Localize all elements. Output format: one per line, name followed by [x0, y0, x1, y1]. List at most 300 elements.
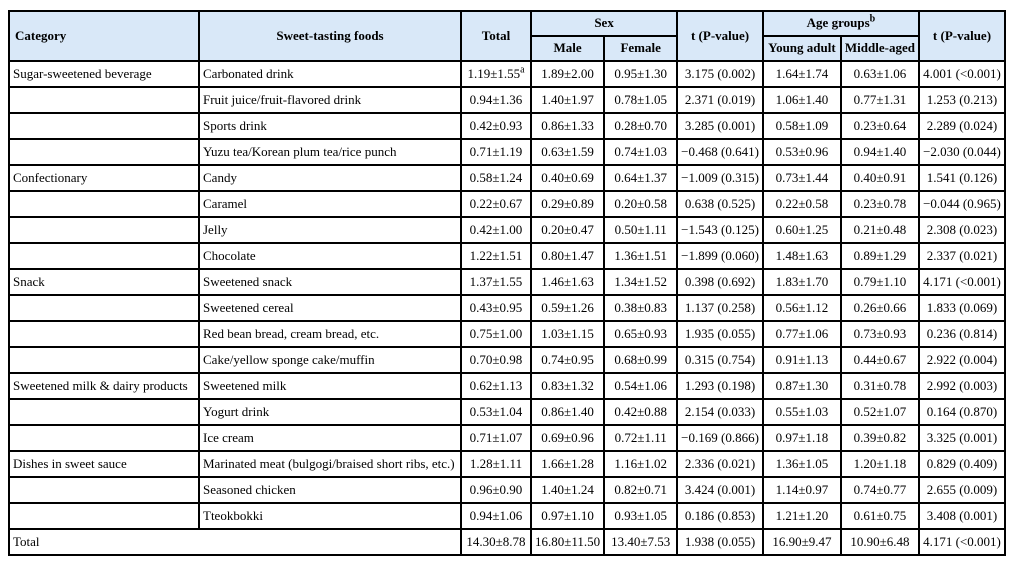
- table-row: [9, 61, 1005, 87]
- cell-food-text: Tteokbokki: [203, 507, 263, 523]
- cell-male-text: 1.40±1.97: [541, 91, 594, 107]
- total-row-male: 16.80±11.50: [531, 529, 604, 555]
- cell-total-text: 0.42±0.93: [469, 117, 523, 133]
- cell-total: [461, 113, 531, 139]
- col-header-middle-aged: Middle-aged: [841, 36, 919, 61]
- cell-total-text: 0.22±0.67: [469, 195, 523, 211]
- cell-total-text: 0.42±1.00: [469, 221, 523, 237]
- cell-food: [199, 321, 461, 347]
- cell-young-adult: [763, 295, 841, 321]
- cell-male: [531, 165, 604, 191]
- cell-total-text: 0.62±1.13: [469, 377, 523, 393]
- cell-t-pvalue-sex: [677, 321, 763, 347]
- cell-middle-aged: [841, 191, 919, 217]
- cell-middle-aged-text: 0.52±1.07: [853, 403, 907, 419]
- cell-t-pvalue-age-text: 0.236 (0.814): [926, 325, 998, 341]
- cell-middle-aged: [841, 425, 919, 451]
- cell-female: [604, 217, 677, 243]
- cell-middle-aged: [841, 477, 919, 503]
- cell-male: [531, 113, 604, 139]
- cell-category: [9, 503, 199, 529]
- table-row: [9, 87, 1005, 113]
- cell-t-pvalue-sex-text: 3.285 (0.001): [684, 117, 756, 133]
- cell-total: [461, 295, 531, 321]
- cell-t-pvalue-age: [919, 347, 1005, 373]
- cell-middle-aged: [841, 217, 919, 243]
- cell-t-pvalue-age-text: 3.408 (0.001): [926, 507, 998, 523]
- cell-food-text: Caramel: [203, 195, 248, 211]
- cell-female: [604, 243, 677, 269]
- cell-t-pvalue-age-text: −0.044 (0.965): [923, 195, 1001, 211]
- cell-food-text: Cake/yellow sponge cake/muffin: [203, 351, 375, 367]
- cell-female: [604, 321, 677, 347]
- total-row-middle: 10.90±6.48: [841, 529, 919, 555]
- cell-young-adult: [763, 61, 841, 87]
- cell-t-pvalue-sex-text: 1.293 (0.198): [684, 377, 756, 393]
- cell-category: [9, 477, 199, 503]
- cell-female-text: 0.42±0.88: [614, 403, 667, 419]
- col-header-sex: Sex: [531, 11, 677, 36]
- cell-male-text: 0.97±1.10: [541, 507, 594, 523]
- cell-t-pvalue-sex-text: −1.543 (0.125): [681, 221, 759, 237]
- col-header-foods: Sweet-tasting foods: [199, 11, 461, 61]
- cell-young-adult: [763, 373, 841, 399]
- cell-t-pvalue-sex-text: 0.186 (0.853): [684, 507, 756, 523]
- cell-total: [461, 87, 531, 113]
- cell-t-pvalue-sex: [677, 477, 763, 503]
- cell-young-adult-text: 1.36±1.05: [775, 455, 829, 471]
- cell-total: [461, 373, 531, 399]
- cell-young-adult-text: 1.64±1.74: [775, 65, 829, 81]
- cell-t-pvalue-sex: [677, 217, 763, 243]
- cell-total-text: 0.71±1.19: [469, 143, 523, 159]
- cell-t-pvalue-age: [919, 503, 1005, 529]
- cell-category-text: Sweetened milk & dairy products: [13, 377, 188, 393]
- cell-t-pvalue-sex: [677, 139, 763, 165]
- cell-young-adult: [763, 399, 841, 425]
- cell-young-adult-text: 0.97±1.18: [775, 429, 829, 445]
- table-header: [9, 11, 1005, 61]
- cell-middle-aged: [841, 295, 919, 321]
- cell-young-adult-text: 0.77±1.06: [775, 325, 829, 341]
- cell-young-adult-text: 1.48±1.63: [775, 247, 829, 263]
- cell-young-adult-text: 0.73±1.44: [775, 169, 829, 185]
- cell-male: [531, 347, 604, 373]
- cell-middle-aged: [841, 399, 919, 425]
- table-row: [9, 139, 1005, 165]
- cell-food: [199, 503, 461, 529]
- cell-female: [604, 373, 677, 399]
- cell-t-pvalue-sex: [677, 399, 763, 425]
- cell-food: [199, 87, 461, 113]
- cell-food: [199, 243, 461, 269]
- cell-young-adult-text: 0.53±0.96: [775, 143, 829, 159]
- cell-female: [604, 191, 677, 217]
- cell-male-text: 1.66±1.28: [541, 455, 594, 471]
- cell-t-pvalue-sex-text: 0.638 (0.525): [684, 195, 756, 211]
- table-row: [9, 217, 1005, 243]
- cell-female-text: 0.28±0.70: [614, 117, 667, 133]
- cell-category: [9, 451, 199, 477]
- cell-male: [531, 373, 604, 399]
- cell-young-adult: [763, 113, 841, 139]
- cell-food: [199, 139, 461, 165]
- cell-t-pvalue-sex-text: −1.899 (0.060): [681, 247, 759, 263]
- cell-total: [461, 139, 531, 165]
- cell-t-pvalue-sex-text: 3.424 (0.001): [684, 481, 756, 497]
- cell-female-text: 1.36±1.51: [614, 247, 667, 263]
- cell-female: [604, 61, 677, 87]
- cell-male-text: 0.40±0.69: [541, 169, 594, 185]
- cell-t-pvalue-age: [919, 139, 1005, 165]
- cell-young-adult-text: 0.55±1.03: [775, 403, 829, 419]
- cell-food-text: Red bean bread, cream bread, etc.: [203, 325, 380, 341]
- cell-t-pvalue-sex: [677, 295, 763, 321]
- cell-food: [199, 191, 461, 217]
- col-header-male: Male: [531, 36, 604, 61]
- col-header-age-groups: [763, 11, 919, 36]
- cell-middle-aged: [841, 503, 919, 529]
- cell-t-pvalue-age-text: 2.337 (0.021): [926, 247, 998, 263]
- cell-male: [531, 399, 604, 425]
- cell-category: [9, 321, 199, 347]
- cell-young-adult: [763, 269, 841, 295]
- cell-t-pvalue-age-text: 0.164 (0.870): [926, 403, 998, 419]
- col-header-female: Female: [604, 36, 677, 61]
- cell-category: [9, 87, 199, 113]
- cell-category: [9, 165, 199, 191]
- header-row-1: [9, 11, 1005, 36]
- cell-female-text: 0.64±1.37: [614, 169, 667, 185]
- cell-male-text: 1.40±1.24: [541, 481, 594, 497]
- cell-middle-aged: [841, 321, 919, 347]
- cell-t-pvalue-sex: [677, 165, 763, 191]
- cell-female-text: 0.65±0.93: [614, 325, 667, 341]
- cell-food-text: Sweetened snack: [203, 273, 293, 289]
- cell-t-pvalue-age-text: 4.001 (<0.001): [923, 65, 1001, 81]
- cell-t-pvalue-sex: [677, 87, 763, 113]
- col-header-t-pvalue-age: t (P-value): [919, 11, 1005, 61]
- cell-food-text: Carbonated drink: [203, 65, 294, 81]
- cell-male: [531, 87, 604, 113]
- cell-category: [9, 139, 199, 165]
- cell-young-adult: [763, 347, 841, 373]
- cell-total: [461, 399, 531, 425]
- cell-total: [461, 321, 531, 347]
- cell-t-pvalue-age-text: 2.308 (0.023): [926, 221, 998, 237]
- cell-male: [531, 477, 604, 503]
- cell-middle-aged-text: 0.39±0.82: [853, 429, 907, 445]
- cell-female-text: 0.72±1.11: [614, 429, 667, 445]
- cell-t-pvalue-age: [919, 165, 1005, 191]
- cell-male: [531, 295, 604, 321]
- cell-t-pvalue-age: [919, 295, 1005, 321]
- cell-female-text: 1.16±1.02: [614, 455, 667, 471]
- cell-total: [461, 61, 531, 87]
- table-row: [9, 191, 1005, 217]
- cell-middle-aged: [841, 61, 919, 87]
- cell-male-text: 0.80±1.47: [541, 247, 594, 263]
- cell-middle-aged-text: 0.79±1.10: [853, 273, 907, 289]
- cell-total-text: 1.19±1.55: [467, 65, 521, 81]
- cell-category-text: Sugar-sweetened beverage: [13, 65, 152, 81]
- cell-t-pvalue-sex: [677, 269, 763, 295]
- table-row: [9, 503, 1005, 529]
- cell-food-text: Sports drink: [203, 117, 267, 133]
- cell-t-pvalue-age: [919, 243, 1005, 269]
- cell-t-pvalue-age-text: 4.171 (<0.001): [923, 273, 1001, 289]
- age-groups-label: Age groups: [806, 15, 870, 31]
- cell-male-text: 1.46±1.63: [541, 273, 594, 289]
- cell-t-pvalue-age-text: 1.541 (0.126): [926, 169, 998, 185]
- cell-t-pvalue-sex-text: 0.398 (0.692): [684, 273, 756, 289]
- cell-young-adult-text: 0.58±1.09: [775, 117, 829, 133]
- cell-young-adult: [763, 477, 841, 503]
- cell-category: [9, 347, 199, 373]
- cell-t-pvalue-sex-text: −1.009 (0.315): [681, 169, 759, 185]
- cell-middle-aged-text: 0.77±1.31: [853, 91, 907, 107]
- table-row: [9, 347, 1005, 373]
- table-row: [9, 451, 1005, 477]
- cell-male-text: 0.74±0.95: [541, 351, 594, 367]
- cell-t-pvalue-sex: [677, 243, 763, 269]
- cell-food: [199, 269, 461, 295]
- cell-total-text: 0.94±1.06: [469, 507, 523, 523]
- table-body: [9, 61, 1005, 555]
- cell-food: [199, 295, 461, 321]
- cell-food: [199, 373, 461, 399]
- cell-female-text: 0.38±0.83: [614, 299, 667, 315]
- cell-young-adult-text: 0.87±1.30: [775, 377, 829, 393]
- cell-food: [199, 347, 461, 373]
- cell-middle-aged-text: 0.94±1.40: [853, 143, 907, 159]
- cell-female: [604, 113, 677, 139]
- cell-young-adult-text: 0.91±1.13: [775, 351, 829, 367]
- cell-middle-aged-text: 0.23±0.78: [853, 195, 907, 211]
- cell-middle-aged-text: 0.73±0.93: [853, 325, 907, 341]
- cell-middle-aged-text: 0.61±0.75: [853, 507, 907, 523]
- cell-total-text: 0.58±1.24: [469, 169, 523, 185]
- cell-young-adult: [763, 321, 841, 347]
- cell-food-text: Chocolate: [203, 247, 256, 263]
- cell-food-text: Yogurt drink: [203, 403, 270, 419]
- cell-category-text: Dishes in sweet sauce: [13, 455, 127, 471]
- cell-category-text: Snack: [13, 273, 45, 289]
- cell-female: [604, 503, 677, 529]
- cell-total-text: 1.37±1.55: [469, 273, 523, 289]
- cell-total-text: 0.96±0.90: [469, 481, 523, 497]
- cell-t-pvalue-sex-text: 2.154 (0.033): [684, 403, 756, 419]
- cell-male: [531, 243, 604, 269]
- cell-total: [461, 269, 531, 295]
- cell-total-text: 0.53±1.04: [469, 403, 523, 419]
- cell-middle-aged: [841, 373, 919, 399]
- cell-t-pvalue-sex-text: 1.935 (0.055): [684, 325, 756, 341]
- cell-male-text: 1.89±2.00: [541, 65, 594, 81]
- cell-t-pvalue-sex-text: 2.371 (0.019): [684, 91, 756, 107]
- cell-young-adult: [763, 139, 841, 165]
- cell-middle-aged-text: 0.63±1.06: [853, 65, 907, 81]
- cell-male: [531, 269, 604, 295]
- cell-food-text: Sweetened milk: [203, 377, 287, 393]
- cell-young-adult: [763, 243, 841, 269]
- cell-total: [461, 191, 531, 217]
- cell-young-adult: [763, 425, 841, 451]
- table-row: [9, 321, 1005, 347]
- cell-total-text: 1.28±1.11: [469, 455, 523, 471]
- cell-middle-aged: [841, 269, 919, 295]
- cell-male: [531, 451, 604, 477]
- cell-middle-aged-text: 0.89±1.29: [853, 247, 907, 263]
- cell-category: [9, 269, 199, 295]
- cell-female-text: 0.20±0.58: [614, 195, 667, 211]
- cell-male: [531, 321, 604, 347]
- cell-food-text: Yuzu tea/Korean plum tea/rice punch: [203, 143, 397, 159]
- cell-category: [9, 113, 199, 139]
- cell-middle-aged: [841, 87, 919, 113]
- cell-t-pvalue-sex: [677, 425, 763, 451]
- cell-t-pvalue-age: [919, 269, 1005, 295]
- cell-female-text: 0.68±0.99: [614, 351, 667, 367]
- cell-t-pvalue-age: [919, 217, 1005, 243]
- cell-young-adult-text: 0.56±1.12: [775, 299, 829, 315]
- sweet-foods-consumption-table: [8, 10, 1006, 556]
- cell-category: [9, 425, 199, 451]
- cell-t-pvalue-age: [919, 113, 1005, 139]
- cell-t-pvalue-age: [919, 373, 1005, 399]
- cell-total: [461, 503, 531, 529]
- table-row: [9, 373, 1005, 399]
- cell-food: [199, 217, 461, 243]
- table-row: [9, 165, 1005, 191]
- col-header-total: Total: [461, 11, 531, 61]
- cell-middle-aged-text: 0.31±0.78: [853, 377, 907, 393]
- cell-middle-aged-text: 0.74±0.77: [853, 481, 907, 497]
- cell-total: [461, 165, 531, 191]
- cell-total-text: 0.43±0.95: [469, 299, 523, 315]
- cell-female-text: 0.74±1.03: [614, 143, 667, 159]
- footnote-marker-b: b: [869, 13, 876, 25]
- table-row: [9, 399, 1005, 425]
- cell-t-pvalue-sex-text: −0.468 (0.641): [681, 143, 759, 159]
- cell-middle-aged-text: 0.21±0.48: [853, 221, 907, 237]
- cell-total: [461, 451, 531, 477]
- cell-t-pvalue-sex: [677, 373, 763, 399]
- total-row: [9, 529, 1005, 555]
- cell-t-pvalue-sex-text: −0.169 (0.866): [681, 429, 759, 445]
- cell-male: [531, 191, 604, 217]
- cell-male-text: 0.69±0.96: [541, 429, 594, 445]
- cell-t-pvalue-age: [919, 451, 1005, 477]
- cell-t-pvalue-sex: [677, 61, 763, 87]
- cell-young-adult: [763, 87, 841, 113]
- cell-female: [604, 399, 677, 425]
- cell-female: [604, 451, 677, 477]
- cell-middle-aged-text: 0.40±0.91: [853, 169, 907, 185]
- cell-female: [604, 477, 677, 503]
- cell-male-text: 0.29±0.89: [541, 195, 594, 211]
- cell-total: [461, 477, 531, 503]
- cell-young-adult-text: 1.21±1.20: [775, 507, 829, 523]
- cell-t-pvalue-sex: [677, 451, 763, 477]
- cell-food: [199, 399, 461, 425]
- cell-t-pvalue-age-text: 0.829 (0.409): [926, 455, 998, 471]
- cell-young-adult-text: 0.60±1.25: [775, 221, 829, 237]
- cell-total-text: 0.70±0.98: [469, 351, 523, 367]
- cell-male-text: 0.63±1.59: [541, 143, 594, 159]
- cell-food-text: Marinated meat (bulgogi/braised short ribs, etc.): [203, 455, 455, 471]
- cell-total: [461, 243, 531, 269]
- cell-male: [531, 425, 604, 451]
- table-row: [9, 269, 1005, 295]
- cell-male-text: 0.86±1.33: [541, 117, 594, 133]
- table-row: [9, 243, 1005, 269]
- cell-young-adult: [763, 451, 841, 477]
- table-row: [9, 477, 1005, 503]
- cell-young-adult-text: 1.14±0.97: [775, 481, 829, 497]
- cell-young-adult: [763, 191, 841, 217]
- cell-young-adult-text: 0.22±0.58: [775, 195, 829, 211]
- cell-category: [9, 61, 199, 87]
- cell-male: [531, 503, 604, 529]
- total-row-female: 13.40±7.53: [604, 529, 677, 555]
- cell-food: [199, 61, 461, 87]
- cell-food: [199, 165, 461, 191]
- cell-male: [531, 139, 604, 165]
- cell-food-text: Seasoned chicken: [203, 481, 296, 497]
- cell-t-pvalue-sex: [677, 347, 763, 373]
- cell-middle-aged-text: 0.26±0.66: [853, 299, 907, 315]
- cell-young-adult: [763, 165, 841, 191]
- cell-food: [199, 477, 461, 503]
- cell-total: [461, 347, 531, 373]
- cell-female: [604, 165, 677, 191]
- cell-t-pvalue-sex-text: 2.336 (0.021): [684, 455, 756, 471]
- cell-category: [9, 191, 199, 217]
- cell-total: [461, 425, 531, 451]
- cell-t-pvalue-age: [919, 399, 1005, 425]
- table-row: [9, 425, 1005, 451]
- col-header-t-pvalue-sex: t (P-value): [677, 11, 763, 61]
- cell-middle-aged: [841, 113, 919, 139]
- total-row-t-age: 4.171 (<0.001): [919, 529, 1005, 555]
- cell-food-text: Candy: [203, 169, 237, 185]
- cell-female: [604, 425, 677, 451]
- cell-t-pvalue-age: [919, 87, 1005, 113]
- col-header-young-adult: Young adult: [763, 36, 841, 61]
- cell-t-pvalue-sex-text: 0.315 (0.754): [684, 351, 756, 367]
- table-row: [9, 113, 1005, 139]
- cell-young-adult-text: 1.06±1.40: [775, 91, 829, 107]
- cell-category: [9, 295, 199, 321]
- cell-middle-aged: [841, 243, 919, 269]
- cell-male-text: 1.03±1.15: [541, 325, 594, 341]
- cell-total-text: 0.71±1.07: [469, 429, 523, 445]
- cell-food: [199, 451, 461, 477]
- cell-food-text: Ice cream: [203, 429, 254, 445]
- cell-female-text: 0.78±1.05: [614, 91, 667, 107]
- cell-category: [9, 373, 199, 399]
- table-row: [9, 295, 1005, 321]
- cell-t-pvalue-sex: [677, 191, 763, 217]
- footnote-marker-a: a: [520, 64, 525, 76]
- cell-middle-aged: [841, 139, 919, 165]
- cell-female-text: 1.34±1.52: [614, 273, 667, 289]
- cell-male: [531, 61, 604, 87]
- cell-female-text: 0.95±1.30: [614, 65, 667, 81]
- cell-category: [9, 399, 199, 425]
- cell-category: [9, 217, 199, 243]
